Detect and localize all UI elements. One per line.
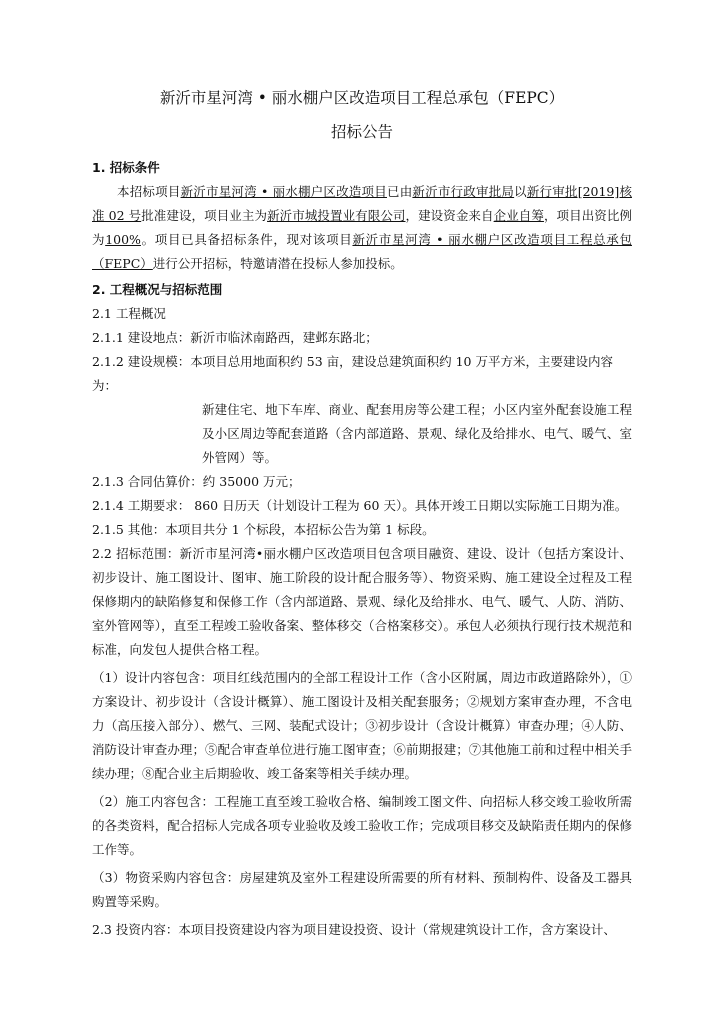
approval-number: 新行审批[2019]核准 02 号 xyxy=(92,184,632,223)
text-run: 。项目已具备招标条件，现对该项目 xyxy=(140,232,353,247)
line-2-1-4: 2.1.4 工期要求： 860 日历天（计划设计工程为 60 天）。具体开竣工日期以实际施工日期为准。 xyxy=(92,498,628,513)
text-run: 以 xyxy=(514,184,527,199)
text-run: 进行公开招标，特邀请潜在投标人参加投标。 xyxy=(152,256,403,271)
line-2-1-2-continuation: 新建住宅、地下车库、商业、配套用房等公建工程；小区内室外配套设施工程及小区周边等配套道路（含内部道路、景观、绿化及给排水、电气、暖气、室外管网）等。 xyxy=(202,402,632,465)
project-name: 新沂市星河湾 • 丽水棚户区改造项目 xyxy=(180,184,387,199)
text-run: 批准建设，项目业主为 xyxy=(141,208,268,223)
construction-scope: （2）施工内容包含：工程施工直至竣工验收合格、编制竣工图文件、向招标人移交竣工验收所需的各类资料，配合招标人完成各项专业验收及竣工验收工作；完成项目移交及缺陷责任期内的保修工作等。 xyxy=(92,794,632,857)
design-scope: （1）设计内容包含：项目红线范围内的全部工程设计工作（含小区附属，周边市政道路除外），①方案设计、初步设计（含设计概算）、施工图设计及相关配套服务；②规划方案审查办理，不含电力（高压接入部分）、燃气、三网、装配式设计；③初步设计（含设计概算）审查办理；④人防、消防设计审查办理；⑤配合审查单位进行施工图审查；⑥前期报建；⑦其他施工前和过程中相关手续办理；⑧配合业主后期验收、竣工备案等相关手续办理。 xyxy=(92,670,632,781)
line-2-1: 2.1 工程概况 xyxy=(92,306,166,321)
line-2-3: 2.3 投资内容：本项目投资建设内容为项目建设投资、设计（常规建筑设计工作，含方案设计、 xyxy=(92,922,616,937)
line-2-1-5: 2.1.5 其他：本项目共分 1 个标段，本招标公告为第 1 标段。 xyxy=(92,522,435,537)
section-2-heading: 2. 工程概况与招标范围 xyxy=(92,282,223,297)
document-subtitle: 招标公告 xyxy=(330,123,393,141)
line-2-2: 2.2 招标范围：新沂市星河湾•丽水棚户区改造项目包含项目融资、建设、设计（包括方案设计、初步设计、施工图设计、图审、施工阶段的设计配合服务等）、物资采购、施工建设全过程及工程保修期内的缺陷修复和保修工作（含内部道路、景观、绿化及给排水、电气、暖气、人防、消防、室外管网等），直至工程竣工验收备案、整体移交（合格案移交）。承包人必须执行现行技术规范和标准，向发包人提供合格工程。 xyxy=(92,546,632,657)
text-run: 已由 xyxy=(386,184,413,199)
text-run: 本招标项目 xyxy=(117,184,181,199)
procurement-scope: （3）物资采购内容包含：房屋建筑及室外工程建设所需要的所有材料、预制构件、设备及工器具购置等采购。 xyxy=(92,870,632,909)
line-2-1-3: 2.1.3 合同估算价：约 35000 万元； xyxy=(92,474,301,489)
approval-authority: 新沂市行政审批局 xyxy=(412,184,515,199)
project-owner: 新沂市城投置业有限公司 xyxy=(267,208,406,223)
funding-ratio: 100% xyxy=(105,232,141,247)
funding-source: 企业自筹 xyxy=(493,208,544,223)
tender-project-name: 新沂市星河湾 • 丽水棚户区改造项目工程总承包（FEPC） xyxy=(92,232,632,271)
text-run: ，项目出资比例为 xyxy=(92,208,632,247)
section-1-paragraph xyxy=(92,180,632,276)
document-title: 新沂市星河湾 • 丽水棚户区改造项目工程总承包（FEPC） xyxy=(159,89,565,107)
line-2-1-1: 2.1.1 建设地点：新沂市临沭南路西，建邺东路北； xyxy=(92,330,378,345)
text-run: ，建设资金来自 xyxy=(405,208,494,223)
line-2-1-2: 2.1.2 建设规模：本项目总用地面积约 53 亩，建设总建筑面积约 10 万平方米，主要建设内容为： xyxy=(92,354,613,393)
section-1-heading: 1. 招标条件 xyxy=(92,160,160,175)
